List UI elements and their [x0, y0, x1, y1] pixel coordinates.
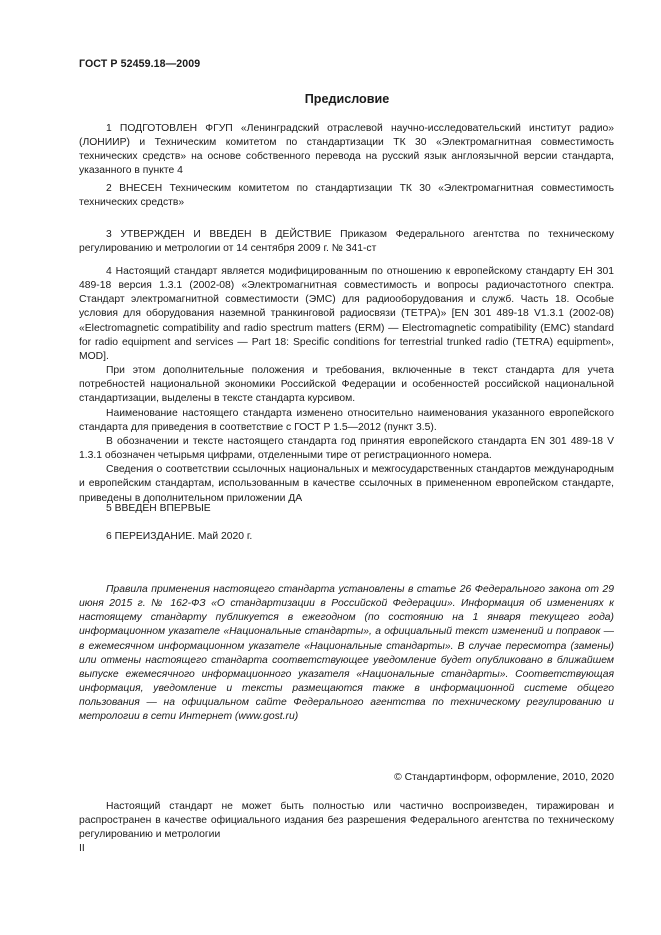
section-3-text: 3 УТВЕРЖДЕН И ВВЕДЕН В ДЕЙСТВИЕ Приказом Федерального агентства по техническому регулированию и метрологии от 14 сентября 2009 г. № 341-ст: [79, 229, 614, 255]
section-4: [79, 265, 614, 506]
section-4-paragraph-5: Сведения о соответствии ссылочных национальных и межгосударственных стандартов международным и европейским стандартам, использованным в качестве ссылочных в примененном европейском стандарте, приведены в дополнительном приложении ДА: [79, 464, 614, 504]
page-title: Предисловие: [304, 92, 390, 106]
section-3: [79, 228, 614, 256]
section-2: [79, 182, 614, 210]
copyright-line: © Стандартинформ, оформление, 2010, 2020: [394, 772, 614, 783]
section-5: [79, 502, 614, 516]
reproduction-restriction-text: Настоящий стандарт не может быть полностью или частично воспроизведен, тиражирован и распространен в качестве официального издания без разрешения Федерального агентства по техническому регулированию и метрологии: [79, 801, 614, 841]
section-1-text: 1 ПОДГОТОВЛЕН ФГУП «Ленинградский отраслевой научно-исследовательский институт радио» (ЛОНИИР) и Техническим комитетом по стандартизации ТК 30 «Электромагнитная совместимость технических средств» на основе собственного перевода на русский язык англоязычной версии стандарта, указанного в пункте 4: [79, 123, 614, 177]
section-4-paragraph-3: Наименование настоящего стандарта изменено относительно наименования указанного европейского стандарта для приведения в соответствие с ГОСТ Р 1.5—2012 (пункт 3.5).: [79, 407, 614, 433]
section-1: [79, 122, 614, 179]
page-number: II: [79, 843, 85, 854]
reproduction-restriction: [79, 800, 614, 842]
section-4-paragraph-1: 4 Настоящий стандарт является модифицированным по отношению к европейскому стандарту ЕН 301 489-18 версия 1.3.1 (2002-08) «Электромагнитная совместимость и вопросы радиочастотного спектра. Стандарт электромагнитной совместимости (ЭМС) для радиооборудования и служб. Часть 18. Особые условия для оборудования наземной транкинговой радиосвязи (ТЕТРА)» [EN 301 489-18 V1.3.1 (2002-08) «Electromagnetic compatibility and radio spectrum matters (ERM) — Electromagnetic compatibility (EMC) standard for radio equipment and services — Part 18: Specific conditions for terrestrial trunked radio (TETRA) equipment», MOD].: [79, 266, 614, 362]
section-4-paragraph-2: При этом дополнительные положения и требования, включенные в текст стандарта для учета потребностей национальной экономики Российской Федерации и особенностей российской национальной стандартизации, выделены в тексте стандарта курсивом.: [79, 365, 614, 405]
section-6: [79, 530, 614, 544]
standard-code: ГОСТ Р 52459.18—2009: [79, 58, 201, 70]
legal-notice-text: Правила применения настоящего стандарта установлены в статье 26 Федерального закона от 29 июня 2015 г. № 162-ФЗ «О стандартизации в Российской Федерации». Информация об изменениях к настоящему стандарту публикуется в ежегодном (по состоянию на 1 января текущего года) информационном указателе «Национальные стандарты», а официальный текст изменений и поправок — в ежемесячном информационном указателе «Национальные стандарты». В случае пересмотра (замены) или отмены настоящего стандарта соответствующее уведомление будет опубликовано в ближайшем выпуске ежемесячного информационного указателя «Национальные стандарты». Соответствующая информация, уведомление и тексты размещаются также в информационной системе общего пользования — на официальном сайте Федерального агентства по техническому регулированию и метрологии в сети Интернет (www.gost.ru): [79, 584, 614, 723]
section-4-paragraph-4: В обозначении и тексте настоящего стандарта год принятия европейского стандарта EN 301 489-18 V 1.3.1 обозначен четырьмя цифрами, отделенными тире от регистрационного номера.: [79, 435, 614, 462]
section-2-text: 2 ВНЕСЕН Техническим комитетом по стандартизации ТК 30 «Электромагнитная совместимость технических средств»: [79, 183, 614, 209]
section-6-text: 6 ПЕРЕИЗДАНИЕ. Май 2020 г.: [106, 531, 253, 542]
legal-notice: [79, 583, 614, 725]
section-5-text: 5 ВВЕДЕН ВПЕРВЫЕ: [106, 503, 211, 514]
